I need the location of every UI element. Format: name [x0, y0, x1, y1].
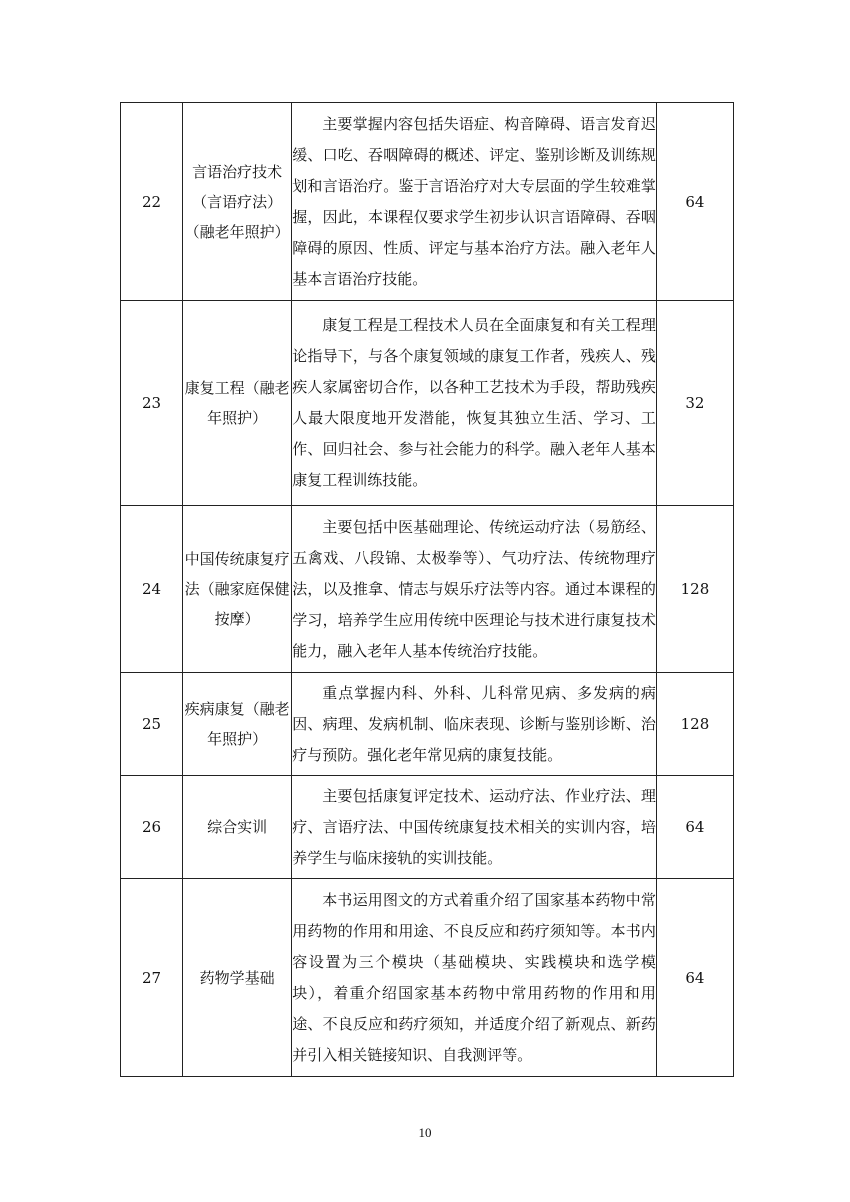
course-description-text: 康复工程是工程技术人员在全面康复和有关工程理论指导下，与各个康复领域的康复工作者，残疾人、残疾人家属密切合作，以各种工艺技术为手段，帮助残疾人最大限度地开发潜能，恢复其独立生活、学习、工作、回归社会、参与社会能力的科学。融入老年人基本康复工程训练技能。: [292, 316, 656, 489]
course-description-text: 主要掌握内容包括失语症、构音障碍、语言发育迟缓、口吃、吞咽障碍的概述、评定、鉴别诊断及训练规划和言语治疗。鉴于言语治疗对大专层面的学生较难掌握，因此，本课程仅要求学生初步认识言语障碍、吞咽障碍的原因、性质、评定与基本治疗方法。融入老年人基本言语治疗技能。: [292, 114, 656, 288]
course-number: 22: [121, 103, 183, 301]
course-name: 综合实训: [183, 776, 292, 879]
course-name: 疾病康复（融老年照护）: [183, 673, 292, 776]
course-description: [292, 301, 657, 506]
course-name: 言语治疗技术（言语疗法）（融老年照护）: [183, 103, 292, 301]
course-name: 康复工程（融老年照护）: [183, 301, 292, 506]
table-row: [121, 506, 734, 673]
course-description-text: 本书运用图文的方式着重介绍了国家基本药物中常用药物的作用和用途、不良反应和药疗须知等。本书内容设置为三个模块（基础模块、实践模块和选学模块），着重介绍国家基本药物中常用药物的作用和用途、不良反应和药疗须知，并适度介绍了新观点、新药并引入相关链接知识、自我测评等。: [292, 890, 656, 1064]
course-name: 中国传统康复疗法（融家庭保健按摩）: [183, 506, 292, 673]
course-hours: 64: [656, 103, 733, 301]
course-hours: 32: [656, 301, 733, 506]
course-hours: 64: [656, 879, 733, 1077]
course-description: [292, 103, 657, 301]
table-row: [121, 301, 734, 506]
course-number: 25: [121, 673, 183, 776]
page-number: 10: [418, 1125, 432, 1140]
course-description: [292, 506, 657, 673]
course-description: [292, 776, 657, 879]
course-number: 27: [121, 879, 183, 1077]
course-description: [292, 673, 657, 776]
table-row: [121, 103, 734, 301]
course-number: 23: [121, 301, 183, 506]
course-hours: 64: [656, 776, 733, 879]
table-row: [121, 673, 734, 776]
course-hours: 128: [656, 673, 733, 776]
course-description-text: 主要包括中医基础理论、传统运动疗法（易筋经、五禽戏、八段锦、太极拳等）、气功疗法、传统物理疗法，以及推拿、情志与娱乐疗法等内容。通过本课程的学习，培养学生应用传统中医理论与技术进行康复技术能力，融入老年人基本传统治疗技能。: [292, 517, 656, 660]
course-table: [120, 102, 734, 1077]
course-name: 药物学基础: [183, 879, 292, 1077]
course-number: 24: [121, 506, 183, 673]
table-row: [121, 879, 734, 1077]
course-description-text: 重点掌握内科、外科、儿科常见病、多发病的病因、病理、发病机制、临床表现、诊断与鉴别诊断、治疗与预防。强化老年常见病的康复技能。: [292, 683, 656, 764]
table-row: [121, 776, 734, 879]
course-description: [292, 879, 657, 1077]
course-number: 26: [121, 776, 183, 879]
course-description-text: 主要包括康复评定技术、运动疗法、作业疗法、理疗、言语疗法、中国传统康复技术相关的实训内容，培养学生与临床接轨的实训技能。: [292, 786, 656, 867]
course-hours: 128: [656, 506, 733, 673]
